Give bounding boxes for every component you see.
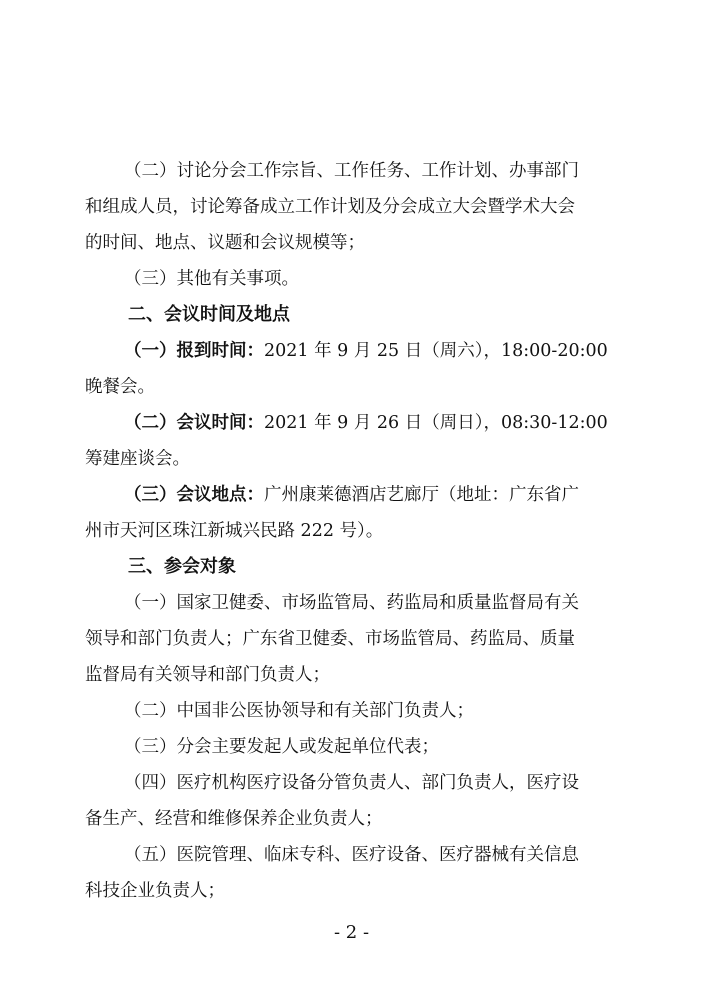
meeting-time-value: 2021 年 9 月 26 日（周日），08:30-12:00 (264, 413, 608, 433)
paragraph-line: 科技企业负责人； (85, 881, 225, 901)
paragraph-line: 的时间、地点、议题和会议规模等； (85, 233, 365, 253)
paragraph-line: （二）中国非公医协领导和有关部门负责人； (124, 701, 474, 721)
paragraph-line: 领导和部门负责人；广东省卫健委、市场监管局、药监局、质量 (85, 629, 575, 649)
paragraph-line: （三）其他有关事项。 (124, 269, 299, 289)
paragraph-line: 和组成人员，讨论筹备成立工作计划及分会成立大会暨学术大会 (85, 197, 575, 217)
registration-line (124, 340, 608, 362)
section-heading: 二、会议时间及地点 (128, 304, 290, 325)
paragraph-line: 备生产、经营和维修保养企业负责人； (85, 809, 383, 829)
paragraph-line: （一）国家卫健委、市场监管局、药监局和质量监督局有关 (124, 593, 579, 613)
venue-line (124, 484, 579, 506)
paragraph-line: 晚餐会。 (85, 377, 155, 397)
section-heading: 三、参会对象 (128, 556, 236, 577)
paragraph-line: 监督局有关领导和部门负责人； (85, 665, 330, 685)
paragraph-line: （三）分会主要发起人或发起单位代表； (124, 737, 439, 757)
paragraph-line: 州市天河区珠江新城兴民路 222 号）。 (85, 521, 384, 541)
venue-label: （三）会议地点： (124, 485, 264, 505)
registration-label: （一）报到时间： (124, 341, 264, 361)
paragraph-line: 筹建座谈会。 (85, 449, 190, 469)
venue-value: 广州康莱德酒店艺廊厅（地址：广东省广 (264, 485, 579, 505)
paragraph-line: （四）医疗机构医疗设备分管负责人、部门负责人，医疗设 (124, 773, 579, 793)
page-number: - 2 - (333, 922, 370, 943)
registration-time: 2021 年 9 月 25 日（周六），18:00-20:00 (264, 341, 608, 361)
meeting-time-line (124, 412, 608, 434)
meeting-time-label: （二）会议时间： (124, 413, 264, 433)
paragraph-line: （五）医院管理、临床专科、医疗设备、医疗器械有关信息 (124, 845, 579, 865)
paragraph-line: （二）讨论分会工作宗旨、工作任务、工作计划、办事部门 (124, 161, 579, 181)
